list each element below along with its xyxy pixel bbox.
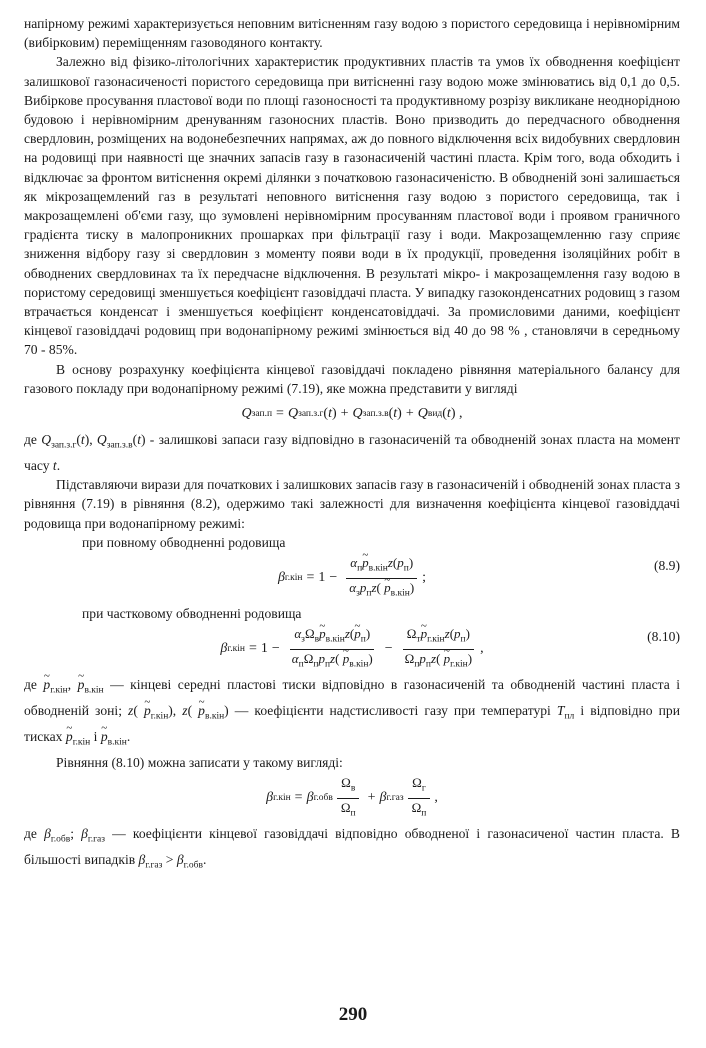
equation-balance: Q зап.п = Q зап.з.г ( t ) + Q зап.з.в ( t ) + Q вид ( t ) , bbox=[241, 406, 463, 422]
equation-8-10: β г.кін = 1 − $\frac{\alpha_з\Omega_в\sim p_{в.кін}z(\sim p_п)}{\alpha_п\Omega_пp_пz( \sim p_{в.кін})}$ − $\frac{\Omega_т\sim p_{г.кін}z(p_п)}{\Omega_пp_пz( \sim p_{г.кін})}$ , (8.10) bbox=[24, 623, 680, 675]
paragraph-8: де $\beta_{г.обв}$; $\beta_{г.газ}$ — коефіцієнти кінцевої газовіддачі відповідно обводненої і газонасиченої частин пласта. В більшості випадків $\beta_{г.газ} > \beta_{г.обв}$. bbox=[24, 826, 680, 871]
paragraph-3: В основу розрахунку коефіцієнта кінцевої газовіддачі покладено рівняння матеріального балансу для газового покладу при водонапірному режимі (7.19), яке можна представити у вигляді bbox=[24, 361, 680, 396]
lead-full-flooding: при повному обводненні родовища bbox=[82, 534, 286, 550]
lead-partial-flooding: при частковому обводненні родовища bbox=[82, 606, 302, 621]
page-number: 290 bbox=[338, 1004, 368, 1025]
paragraph-7: Рівняння (8.10) можна записати у такому вигляді: bbox=[56, 754, 343, 770]
paragraph-6: де ~ $p_{г.кін}$, ~ $p_{в.кін}$ — кінцеві середні пластові тиски відповідно в газонасиченій та обводненій частині пласта і обводненій зоні; z( ~ $p_{г.кін}$), z( ~ $p_{в.кін}$) — коефіцієнти надстисливості газу при температурі $T_{пл}$ і відповідно при тисках ~ $p_{г.кін}$ і ~ $p_{в.кін}$. bbox=[24, 675, 680, 753]
paragraph-2: Залежно від фізико-літологічних характеристик продуктивних пластів та умов їх обводнення коефіцієнт залишкової газонасиченості пористого середовища при витісненні газу водою може змінюватись від 0,1 до 0,5. Вибіркове просування пластової води по площі газоносності та продуктивному розрізу викликане неоднорідною будовою і нерівномірним дренуванням газоносних пластів. Воно призводить до передчасного обводнення свердловин, розміщених на водонебезпечних напрямах, аж до повного відключення всіх видобувних свердловин на родовищі при наявності ще значних запасів газу в газонасиченій частині пласта. Крім того, вода обходить і відключає за фронтом витіснення окремі ділянки з початковою газонасиченістю. В обводненій зоні залишається як мікрозащемлений газ в результаті неповного витіснення газу водою з пористого середовища, так і макрозащемлені об'єми газу, що зумовлені нерівномірним просуванням пластової води і проявом граничного градієнта тиску в малопроникних прошарках при фільтрації газу і води. Макрозащемленню газу сприяє зниження відбору газу зі свердловин з моменту появи води в їх продукції, проведення ізоляційних робіт в обводнених свердловинах та їх передчасне відключення. В результаті мікро- і макрозащемлення газу водою в пористому середовищі зменшується коефіцієнт газовіддачі пласта. У випадку газоконденсатних родовищ з газом втрачається конденсат і зменшується коефіцієнт конденсатовіддачі. За промисловими даними, коефіцієнт кінцевої газовіддачі родовищ при водонапірному режимі змінюється від 40 до 98 % , становлячи в середньому 70 - 85%. bbox=[24, 54, 680, 358]
paragraph-5: Підставляючи вирази для початкових і залишкових запасів газу в газонасиченій і обводненій зонах пласта з рівняння (7.19) в рівняння (8.2), одержимо такі залежності для визначення коефіцієнта кінцевої газовіддачі родовища при водонапірному режимі: bbox=[24, 477, 680, 531]
equation-number-8-9: (8.9) bbox=[653, 558, 680, 573]
paragraph-1: напірному режимі характеризується неповним витісненням газу водою з пористого середовища і нерівномірним (вибірковим) переміщенням газоводяного контакту. bbox=[24, 16, 680, 51]
equation-number-8-10: (8.10) bbox=[647, 629, 680, 645]
paragraph-4: де $Q_{зап.з.г}(t)$, $Q_{зап.з.в}(t)$ - залишкові запаси газу відповідно в газонасиченій та обводненій зонах пласта на момент часу t. bbox=[24, 432, 681, 473]
equation-8-9: β г.кін = 1 − $\frac{\alpha_п\sim p_{в.кін}z(p_п)}{\alpha_зp_пz( \sim p_{в.кін})}$ ; (8.9) bbox=[24, 552, 680, 604]
equation-8-11: β г.кін = β г.обв $\frac{\Omega_в}{\Omega_п}$ + β г.газ $\frac{\Omega_г}{\Omega_п}$ , bbox=[266, 775, 438, 819]
